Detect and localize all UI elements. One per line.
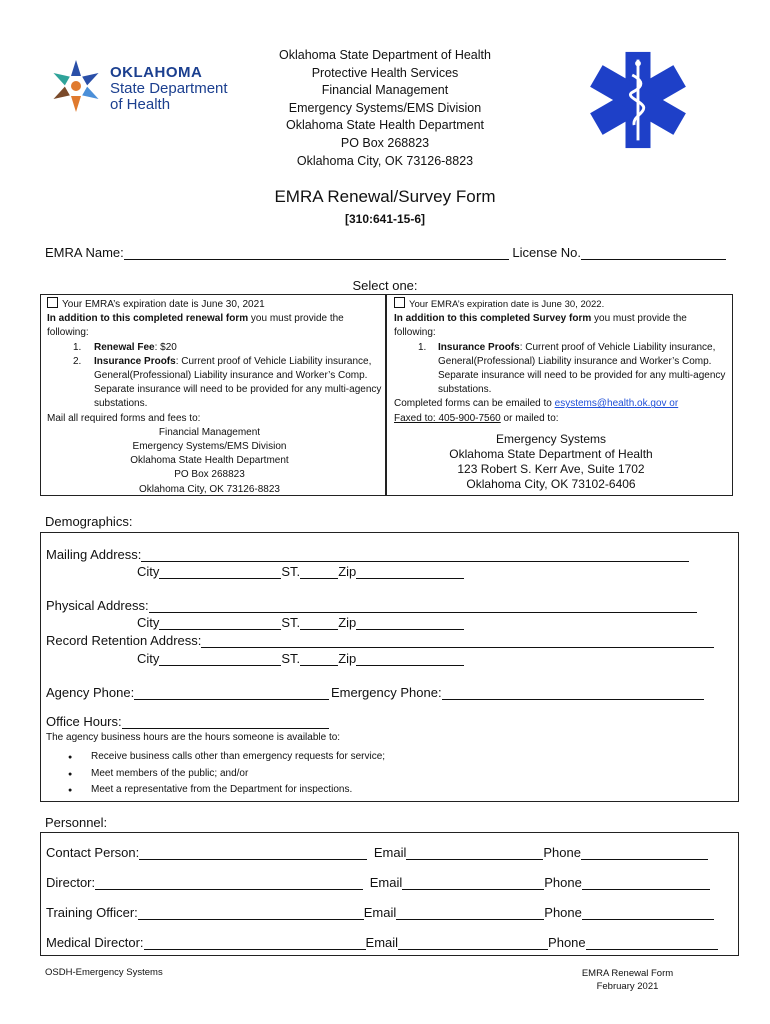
survey-intro-bold: In addition to this completed Survey form: [394, 313, 592, 325]
physical-city-input[interactable]: [159, 617, 281, 630]
mailing-zip-input[interactable]: [356, 566, 464, 579]
phone-label: Phone: [544, 875, 582, 890]
renewal-addr-line: Emergency Systems/EMS Division: [132, 441, 287, 453]
personnel-row-medical: [46, 935, 718, 950]
mailing-st-input[interactable]: [300, 566, 338, 579]
osdh-logo-mark-icon: [50, 58, 102, 114]
license-input[interactable]: [581, 247, 726, 260]
director-email-input[interactable]: [402, 877, 544, 890]
agency-phone-label: Agency Phone:: [46, 685, 135, 700]
survey-email-pre: Completed forms can be emailed to: [394, 398, 555, 410]
list-item: ● Meet a representative from the Department for inspections.: [46, 782, 646, 799]
header-line: PO Box 268823: [340, 135, 430, 150]
medical-email-input[interactable]: [398, 937, 548, 950]
form-title: EMRA Renewal/Survey Form: [274, 187, 496, 206]
logo-line1: OKLAHOMA: [110, 64, 203, 81]
renewal-check-label: Your EMRA’s expiration date is June 30, 2021: [62, 299, 265, 310]
survey-item1-rest: : Current proof of Vehicle Liability insurance, General(Professional) Liability insurance and Worker’s Comp. Separate insurance will need to be provided for any multi-agency substations.: [438, 341, 726, 396]
renewal-item2-bold: Insurance Proofs: [94, 355, 176, 367]
training-officer-input[interactable]: [138, 907, 364, 920]
zip-label: Zip: [338, 651, 357, 666]
medical-phone-input[interactable]: [586, 937, 718, 950]
city-label: City: [137, 651, 160, 666]
record-city-input[interactable]: [159, 653, 281, 666]
renewal-intro-bold: In addition to this completed renewal form: [47, 313, 249, 325]
zip-label: Zip: [338, 615, 357, 630]
hours-bullet-list: [46, 749, 646, 799]
star-of-life-icon: [588, 48, 688, 152]
medical-director-label: Medical Director:: [46, 935, 144, 950]
survey-addr-line: 123 Robert S. Kerr Ave, Suite 1702: [457, 461, 645, 476]
email-label: Email: [365, 935, 399, 950]
survey-fax: Faxed to: 405-900-7560: [394, 412, 501, 424]
training-phone-input[interactable]: [582, 907, 714, 920]
renewal-addr-line: Financial Management: [158, 426, 261, 438]
office-hours-input[interactable]: [122, 716, 329, 729]
email-label: Email: [373, 845, 407, 860]
survey-fax-post: or mailed to:: [500, 412, 559, 424]
personnel-row-director: [46, 875, 710, 890]
renewal-addr-line: Oklahoma State Health Department: [130, 455, 289, 467]
survey-checkbox[interactable]: [394, 297, 405, 308]
license-label: License No.: [512, 245, 582, 260]
phone-label: Phone: [544, 905, 582, 920]
logo-line2: State Department: [110, 80, 228, 97]
renewal-option-box: [40, 294, 387, 496]
email-label: Email: [363, 905, 397, 920]
physical-address-label: Physical Address:: [46, 598, 149, 613]
contact-person-label: Contact Person:: [46, 845, 140, 860]
header-line: Financial Management: [321, 83, 449, 98]
emergency-phone-label: Emergency Phone:: [331, 685, 442, 700]
survey-email-or: or: [666, 398, 679, 410]
select-one-label: Select one:: [352, 278, 418, 293]
emra-name-label: EMRA Name:: [45, 245, 124, 260]
zip-label: Zip: [338, 564, 357, 579]
header-line: Protective Health Services: [311, 65, 459, 80]
survey-item1-bold: Insurance Proofs: [438, 341, 520, 353]
demographics-heading: Demographics:: [45, 514, 133, 529]
personnel-heading: Personnel:: [45, 815, 108, 830]
renewal-item2-rest: : Current proof of Vehicle Liability insurance, General(Professional) Liability insurance and Worker’s Comp. Separate insurance will need to be provided for any multi-agency substations.: [94, 355, 382, 410]
director-phone-input[interactable]: [582, 877, 710, 890]
survey-intro-rest: you must provide the following:: [394, 313, 687, 339]
survey-item1-num: 1.: [418, 341, 427, 353]
survey-addr-line: Emergency Systems: [495, 431, 607, 446]
renewal-item1-bold: Renewal Fee: [94, 341, 155, 353]
header-line: Oklahoma City, OK 73126-8823: [296, 153, 474, 168]
survey-addr-line: Oklahoma City, OK 73102-6406: [466, 476, 636, 491]
footer-form-name: EMRA Renewal Form: [581, 968, 674, 979]
city-label: City: [137, 615, 160, 630]
physical-zip-input[interactable]: [356, 617, 464, 630]
contact-email-input[interactable]: [406, 847, 543, 860]
renewal-addr-line: Oklahoma City, OK 73126-8823: [138, 483, 280, 495]
emra-name-input[interactable]: [124, 247, 509, 260]
hours-description: The agency business hours are the hours someone is available to:: [46, 732, 341, 743]
record-st-input[interactable]: [300, 653, 338, 666]
city-label: City: [137, 564, 160, 579]
phone-label: Phone: [543, 845, 581, 860]
mailing-city-input[interactable]: [159, 566, 281, 579]
contact-person-input[interactable]: [139, 847, 367, 860]
demographics-box: [40, 532, 739, 802]
footer-date: February 2021: [596, 981, 659, 992]
physical-st-input[interactable]: [300, 617, 338, 630]
st-label: ST.: [281, 564, 301, 579]
survey-option-box: [385, 294, 733, 496]
list-item: ● Receive business calls other than emergency requests for service;: [46, 749, 646, 766]
logo-line3: of Health: [110, 96, 171, 113]
mailing-address-label: Mailing Address:: [46, 547, 142, 562]
contact-phone-input[interactable]: [581, 847, 708, 860]
renewal-checkbox[interactable]: [47, 297, 58, 308]
phone-label: Phone: [548, 935, 586, 950]
training-officer-label: Training Officer:: [46, 905, 138, 920]
st-label: ST.: [281, 615, 301, 630]
personnel-box: [40, 832, 739, 956]
osdh-logo: [50, 58, 250, 118]
renewal-addr-line: PO Box 268823: [174, 469, 245, 481]
renewal-item1-num: 1.: [73, 341, 82, 353]
medical-director-input[interactable]: [144, 937, 366, 950]
training-email-input[interactable]: [396, 907, 544, 920]
footer-right: [575, 967, 680, 993]
renewal-item1-rest: : $20: [154, 341, 177, 353]
footer-left: OSDH-Emergency Systems: [45, 967, 163, 978]
agency-phone-input[interactable]: [134, 687, 329, 700]
header-line: Oklahoma State Health Department: [285, 118, 485, 133]
mailing-address-input[interactable]: [141, 549, 689, 562]
record-zip-input[interactable]: [356, 653, 464, 666]
survey-email-link[interactable]: esystems@health.ok.gov: [554, 398, 667, 410]
survey-check-label: Your EMRA’s expiration date is June 30, 2022.: [409, 299, 605, 310]
header-line: Oklahoma State Department of Health: [279, 48, 491, 62]
header-address: [240, 47, 530, 170]
physical-address-input[interactable]: [149, 600, 697, 613]
director-label: Director:: [46, 875, 96, 890]
header-line: Emergency Systems/EMS Division: [288, 100, 482, 115]
office-hours-label: Office Hours:: [46, 714, 122, 729]
email-label: Email: [369, 875, 403, 890]
renewal-mail-label: Mail all required forms and fees to:: [47, 412, 201, 424]
personnel-row-contact: [46, 845, 708, 860]
emra-name-row: [45, 245, 726, 260]
record-retention-label: Record Retention Address:: [46, 633, 202, 648]
director-input[interactable]: [95, 877, 363, 890]
st-label: ST.: [281, 651, 301, 666]
survey-addr-line: Oklahoma State Department of Health: [449, 446, 653, 461]
renewal-intro-rest: you must provide the following:: [47, 313, 344, 339]
emergency-phone-input[interactable]: [442, 687, 704, 700]
list-item: ● Meet members of the public; and/or: [46, 766, 646, 783]
renewal-item2-num: 2.: [73, 355, 82, 367]
record-retention-input[interactable]: [201, 635, 714, 648]
rule-reference: [310:641-15-6]: [344, 212, 426, 226]
personnel-row-training: [46, 905, 714, 920]
